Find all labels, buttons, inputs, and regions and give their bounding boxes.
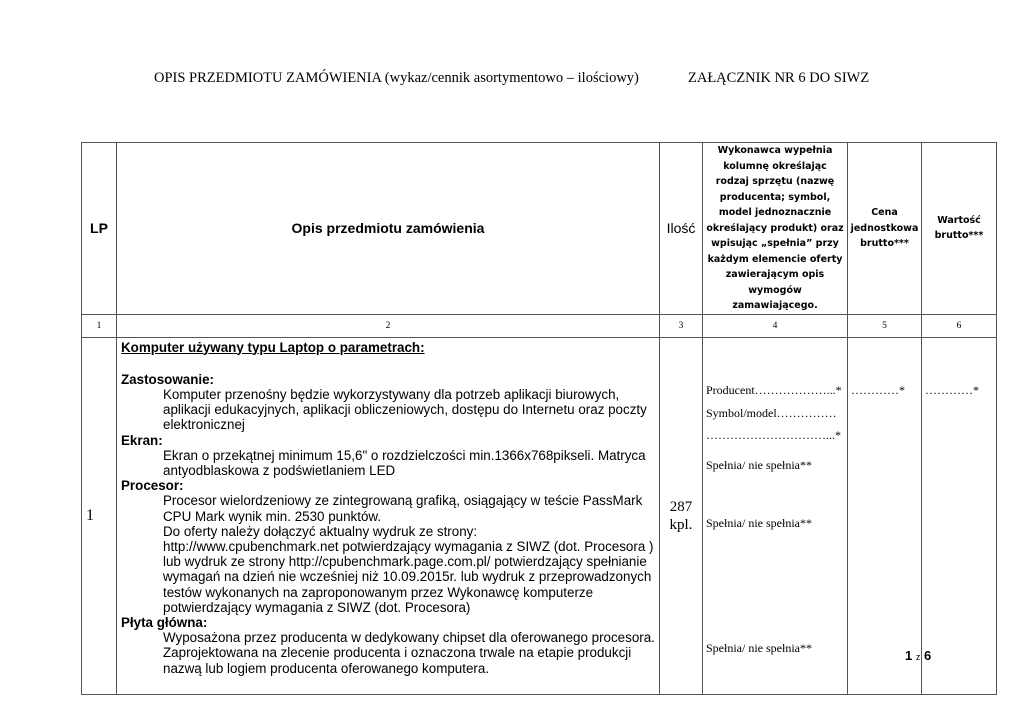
col-number-5: 5	[848, 314, 922, 337]
col-header-wykonawca: Wykonawca wypełnia kolumnę określając rodzaj sprzętu (nazwę producenta; symbol, model jednoznacznie określający produkt) oraz wpisując „spełnia” przy każdym elemencie oferty zawierającym opis wymogów zamawiającego.	[703, 143, 848, 315]
dotted-field[interactable]: …………………………...*	[706, 427, 841, 442]
unit-price-field[interactable]: …………*	[851, 382, 905, 397]
section-procesor-label: Procesor:	[121, 478, 184, 494]
spelnia-field-procesor[interactable]: Spełnia/ nie spełnia**	[706, 515, 812, 530]
quantity-number: 287	[669, 498, 693, 515]
spelnia-field-plyta[interactable]: Spełnia/ nie spełnia**	[706, 640, 812, 655]
section-ekran-text: Ekran o przekątnej minimum 15,6" o rozdzielczości min.1366x768pikseli. Matryca antyodblaskowa z podświetlaniem LED	[163, 447, 646, 478]
column-number-row	[82, 314, 997, 337]
quantity-unit: kpl.	[669, 516, 693, 533]
col-number-3: 3	[660, 314, 703, 337]
section-ekran-label: Ekran:	[121, 432, 163, 448]
document-title: OPIS PRZEDMIOTU ZAMÓWIENIA (wykaz/cennik asortymentowo – ilościowy)	[154, 70, 639, 86]
col-number-4: 4	[703, 314, 848, 337]
page-of: z	[915, 652, 921, 662]
section-plyta-label: Płyta główna:	[121, 614, 208, 630]
col-number-1: 1	[82, 314, 117, 337]
page-total: 6	[923, 648, 932, 663]
section-zastosowanie-label: Zastosowanie:	[121, 371, 215, 387]
row-lp: 1	[82, 337, 117, 694]
col-number-6: 6	[922, 314, 997, 337]
table-row	[82, 337, 997, 694]
page-current: 1	[905, 648, 913, 663]
row-description	[117, 337, 660, 694]
row-unit-price	[848, 337, 922, 694]
col-header-wartosc: Wartość brutto***	[922, 143, 997, 315]
specification-table	[81, 142, 997, 695]
total-value-field[interactable]: …………*	[925, 382, 979, 397]
table-header-row	[82, 143, 997, 315]
col-header-lp: LP	[82, 143, 117, 315]
col-header-cena: Cena jednostkowa brutto***	[848, 143, 922, 315]
row-total-value	[922, 337, 997, 694]
item-heading: Komputer używany typu Laptop o parametrach:	[121, 339, 425, 355]
symbol-model-field[interactable]: Symbol/model……………	[706, 405, 837, 420]
section-procesor-text: Procesor wielordzeniowy ze zintegrowaną grafiką, osiągający w teście PassMark CPU Mark wynik min. 2530 punktów.	[163, 493, 643, 524]
section-zastosowanie-text: Komputer przenośny będzie wykorzystywany dla potrzeb aplikacji biurowych, aplikacji edukacyjnych, aplikacji obliczeniowych, dostępu do Internetu oraz poczty elektronicznej	[163, 386, 647, 433]
col-number-2: 2	[117, 314, 660, 337]
section-procesor-note: Do oferty należy dołączyć aktualny wydruk ze strony: http://www.cpubenchmark.net potwierdzający wymagania z SIWZ (dot. Procesora ) lub wydruk ze strony http://cpubenchmark.page.com.pl/ potwierdzający spełnianie wymagań na dzień nie wcześniej niż 10.09.2015r. lub wydruk z przeprowadzonych testów wykonanych na zaproponowanym przez Wykonawcę komputerze potwierdzający wymagania z SIWZ (dot. Procesora)	[163, 523, 654, 615]
section-plyta-text: Wyposażona przez producenta w dedykowany chipset dla oferowanego procesora. Zaprojektowana na zlecenie producenta i oznaczona trwale na etapie produkcji nazwą lub logiem producenta oferowanego komputera.	[163, 630, 655, 676]
spelnia-field-ekran[interactable]: Spełnia/ nie spełnia**	[706, 457, 812, 472]
row-contractor-fill	[703, 337, 848, 694]
page-number	[905, 648, 931, 663]
col-header-ilosc: Ilość	[660, 143, 703, 315]
producent-field[interactable]: Producent………………...*	[706, 382, 842, 397]
col-header-opis: Opis przedmiotu zamówienia	[117, 143, 660, 315]
row-quantity	[660, 337, 703, 694]
annex-label: ZAŁĄCZNIK NR 6 DO SIWZ	[688, 70, 870, 86]
